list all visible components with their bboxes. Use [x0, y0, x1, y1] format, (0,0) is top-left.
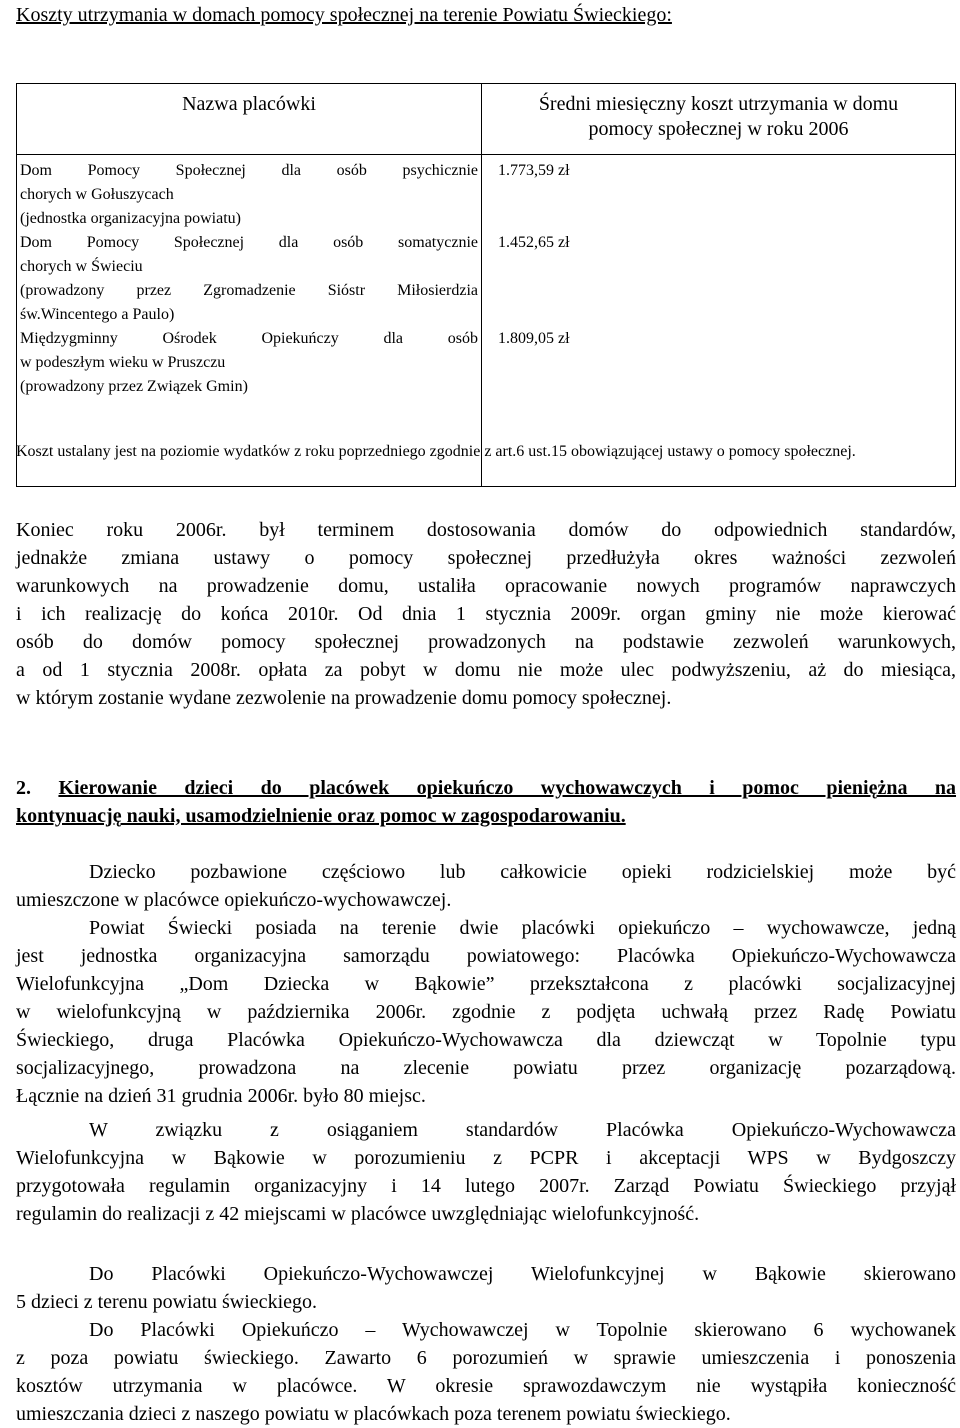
paragraph-bakowo-referrals: [16, 1260, 956, 1316]
paragraph-line: Koniec roku 2006r. był terminem dostosowania domów do odpowiednich standardów,: [16, 519, 956, 541]
paragraph-regulations: [16, 1116, 956, 1228]
paragraph-line: Łącznie na dzień 31 grudnia 2006r. było 80 miejsc.: [16, 1085, 426, 1107]
paragraph-line: w wielofunkcyjną w października 2006r. zgodnie z podjęta uchwałą przez Radę Powiatu: [16, 1001, 956, 1023]
paragraph-child-placement: [16, 858, 956, 914]
paragraph-line: jednakże zmiana ustawy o pomocy społecznej przedłużyła okres ważności zezwoleń: [16, 547, 956, 569]
paragraph-line: Dziecko pozbawione częściowo lub całkowicie opieki rodzicielskiej może być: [89, 861, 956, 883]
institution-3-line-2: w podeszłym wieku w Pruszczu: [20, 354, 226, 371]
section-2-heading: [16, 774, 956, 830]
paragraph-line: z poza powiatu świeckiego. Zawarto 6 porozumień w sprawie umieszczenia i ponoszenia: [16, 1347, 956, 1369]
paragraph-line: Do Placówki Opiekuńczo – Wychowawczej w Topolnie skierowano 6 wychowanek: [89, 1319, 956, 1341]
paragraph-line: umieszczone w placówce opiekuńczo-wychowawczej.: [16, 889, 452, 911]
cost-value-3: 1.809,05 zł: [498, 330, 570, 347]
header-cell-name: [17, 84, 482, 155]
paragraph-line: W związku z osiąganiem standardów Placówka Opiekuńczo-Wychowawcza: [89, 1119, 956, 1141]
paragraph-line: umieszczania dzieci z naszego powiatu w placówkach poza terenem powiatu świeckiego.: [16, 1403, 731, 1425]
costs-table: [16, 83, 956, 487]
header-cost-label-line2: pomocy społecznej w roku 2006: [588, 118, 849, 140]
paragraph-line: regulamin do realizacji z 42 miejscami w placówce uwzględniając wielofunkcyjność.: [16, 1203, 700, 1225]
institution-3-line-1: Międzygminny Ośrodek Opiekuńczy dla osób: [20, 330, 478, 347]
paragraph-line: Powiat Świecki posiada na terenie dwie placówki opiekuńczo – wychowawcze, jedną: [89, 917, 956, 939]
paragraph-line: Do Placówki Opiekuńczo-Wychowawczej Wielofunkcyjnej w Bąkowie skierowano: [89, 1263, 956, 1285]
cost-value-2: 1.452,65 zł: [498, 234, 570, 251]
paragraph-line: 5 dzieci z terenu powiatu świeckiego.: [16, 1291, 317, 1313]
paragraph-line: warunkowych na prowadzenie domu, ustaliła opracowanie nowych programów naprawczych: [16, 575, 956, 597]
paragraph-line: Wielofunkcyjna w Bąkowie w porozumieniu z PCPR i akceptacji WPS w Bydgoszczy: [16, 1147, 956, 1169]
paragraph-line: kosztów utrzymania w placówce. W okresie sprawozdawczym nie wystąpiła konieczność: [16, 1375, 956, 1397]
paragraph-line: i ich realizację do końca 2010r. Od dnia 1 stycznia 2009r. organ gminy nie może kierować: [16, 603, 956, 625]
table-header-row: [17, 84, 956, 155]
table-body-row: [17, 155, 956, 487]
header-cell-cost: [482, 84, 956, 155]
institution-1-line-2: chorych w Gołuszycach: [20, 186, 174, 203]
institution-3-line-3: (prowadzony przez Związek Gmin): [20, 378, 248, 395]
section-2-title-part-2: kontynuację nauki, usamodzielnienie oraz pomoc w zagospodarowaniu.: [16, 805, 626, 827]
institution-names-cell: [17, 155, 482, 487]
paragraph-line: przygotowała regulamin organizacyjny i 14 lutego 2007r. Zarząd Powiatu Świeckiego przyjął: [16, 1175, 956, 1197]
section-2-heading-line-1: [16, 774, 956, 802]
paragraph-standards: [16, 516, 956, 712]
institution-1-line-1: Dom Pomocy Społecznej dla osób psychicznie: [20, 162, 478, 179]
paragraph-line: Świeckiego, druga Placówka Opiekuńczo-Wychowawcza dla dziewcząt w Topolnie typu: [16, 1029, 956, 1051]
cost-note: Koszt ustalany jest na poziomie wydatków z roku poprzedniego zgodnie z art.6 ust.15 obowiązującej ustawy o pomocy społecznej.: [16, 443, 856, 460]
paragraph-line: osób do domów pomocy społecznej prowadzonych na podstawie zezwoleń warunkowych,: [16, 631, 956, 653]
section-2-title-part-1: Kierowanie dzieci do placówek opiekuńczo wychowawczych i pomoc pieniężna na: [58, 777, 957, 799]
costs-cell: [482, 155, 956, 487]
section-number: 2.: [16, 777, 31, 799]
header-name-label: Nazwa placówki: [182, 93, 316, 115]
cost-value-1: 1.773,59 zł: [498, 162, 570, 179]
institution-1-line-3: (jednostka organizacyjna powiatu): [20, 210, 241, 227]
paragraph-line: socjalizacyjnego, prowadzona na zlecenie powiatu przez organizację pozarządową.: [16, 1057, 956, 1079]
paragraph-line: w którym zostanie wydane zezwolenie na prowadzenie domu pomocy społecznej.: [16, 687, 672, 709]
institution-list: [17, 155, 481, 399]
paragraph-line: Wielofunkcyjna „Dom Dziecka w Bąkowie” przekształcona z placówki socjalizacyjnej: [16, 973, 956, 995]
institution-2-line-3: (prowadzony przez Zgromadzenie Sióstr Miłosierdzia: [20, 282, 478, 299]
page-title: Koszty utrzymania w domach pomocy społecznej na terenie Powiatu Świeckiego:: [16, 4, 672, 26]
institution-2-line-4: św.Wincentego a Paulo): [20, 306, 175, 323]
paragraph-line: jest jednostka organizacyjna samorządu powiatowego: Placówka Opiekuńczo-Wychowawcza: [16, 945, 956, 967]
header-cost-label-line1: Średni miesięczny koszt utrzymania w domu: [538, 93, 899, 115]
institution-2-line-2: chorych w Świeciu: [20, 258, 143, 275]
paragraph-facilities: [16, 914, 956, 1110]
institution-2-line-1: Dom Pomocy Społecznej dla osób somatycznie: [20, 234, 478, 251]
paragraph-topolno-referrals: [16, 1316, 956, 1428]
paragraph-line: a od 1 stycznia 2008r. opłata za pobyt w domu nie może ulec podwyższeniu, aż do miesiąca,: [16, 659, 956, 681]
